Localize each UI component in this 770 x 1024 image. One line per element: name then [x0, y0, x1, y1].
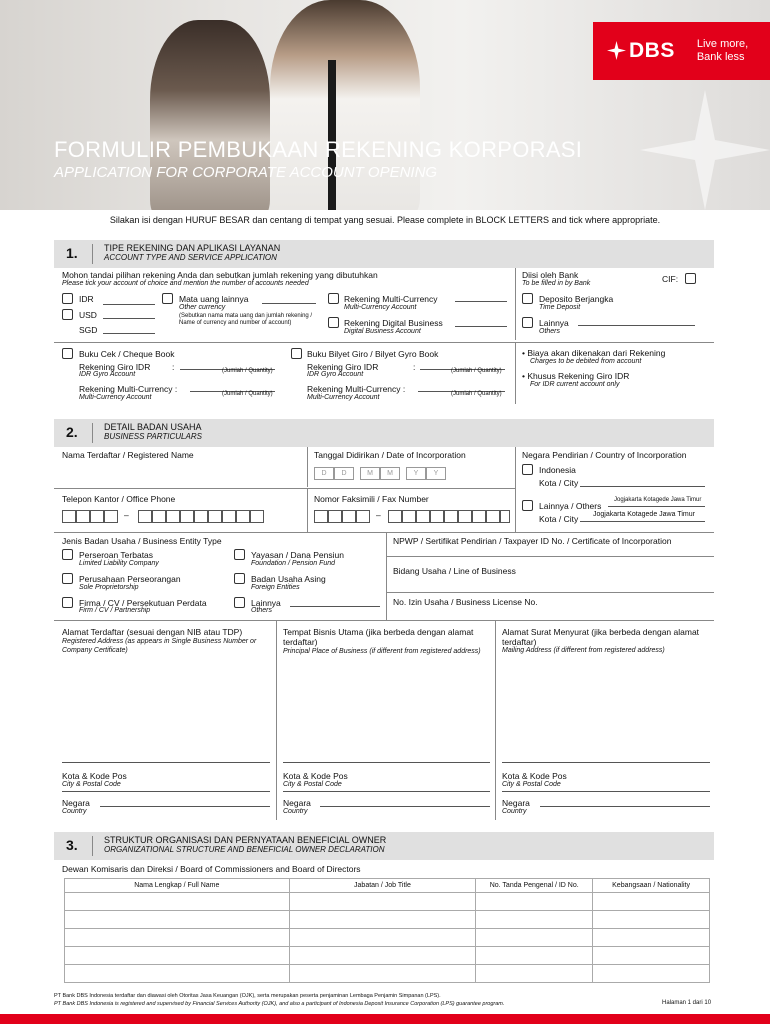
board-label: Dewan Komisaris dan Direksi / Board of Commissioners and Board of Directors: [62, 864, 361, 874]
dbs-logo: [593, 22, 770, 80]
bank-use-en: To be filled in by Bank: [522, 280, 591, 287]
instruction-text: Silakan isi dengan HURUF BESAR dan centang di tempat yang sesuai. Please complete in BLOCK LETTERS and tick where appropriate.: [109, 215, 661, 225]
others-country-input[interactable]: [608, 506, 705, 507]
date-box-day[interactable]: D: [314, 467, 334, 480]
others-checkbox[interactable]: [522, 317, 533, 328]
city-value[interactable]: Jogjakarta Kotagede Jawa Timur: [593, 511, 695, 518]
bilyet-giro-idr-en: IDR Gyro Account: [307, 371, 364, 378]
title-cell[interactable]: [289, 911, 476, 929]
page-number: Halaman 1 dari 10: [662, 1000, 712, 1006]
fax-box[interactable]: [458, 510, 472, 523]
fee-idr-note: • Khusus Rekening Giro IDR: [522, 371, 630, 381]
table-header-row: [65, 879, 710, 893]
brand-name: DBS: [629, 39, 675, 62]
title-cell[interactable]: [289, 893, 476, 911]
country-input[interactable]: [100, 806, 270, 807]
line-of-business-label: Bidang Usaha / Line of Business: [393, 566, 516, 576]
divider: [92, 836, 93, 856]
fax-box[interactable]: [314, 510, 328, 523]
cheque-giro-idr-en: IDR Gyro Account: [79, 371, 136, 378]
title-cell[interactable]: [289, 965, 476, 983]
section-number: 1.: [66, 245, 78, 261]
account-prompt: Mohon tandai pilihan rekening Anda dan sebutkan jumlah rekening yang dibutuhkan: [62, 270, 378, 280]
phone-box[interactable]: [152, 510, 166, 523]
others-entity-en: Others: [251, 607, 273, 614]
section-title-en: ACCOUNT TYPE AND SERVICE APPLICATION: [104, 253, 277, 262]
divider: [92, 423, 93, 443]
other-currency-checkbox[interactable]: [162, 293, 173, 304]
firm-label: Firma / CV / Persekutuan Perdata: [79, 598, 207, 608]
sole-checkbox[interactable]: [62, 573, 73, 584]
dbs-star-icon: [607, 41, 626, 60]
phone-box[interactable]: [104, 510, 118, 523]
qty-hint: (Jumlah / Quantity): [222, 391, 273, 397]
table-row: [65, 929, 710, 947]
qty-hint: (Jumlah / Quantity): [451, 368, 502, 374]
foreign-checkbox[interactable]: [234, 573, 245, 584]
cheque-book-checkbox[interactable]: [62, 348, 73, 359]
cheque-book-label: Buku Cek / Cheque Book: [79, 349, 175, 359]
fax-box[interactable]: [342, 510, 356, 523]
idr-qty-input[interactable]: [103, 304, 155, 305]
table-row: [65, 893, 710, 911]
date-box-year[interactable]: Y: [406, 467, 426, 480]
usd-qty-input[interactable]: [103, 318, 155, 319]
firm-en: Firm / CV / Partnership: [79, 607, 151, 614]
postal-en: City & Postal Code: [502, 781, 561, 788]
phone-box[interactable]: [180, 510, 194, 523]
others-entity-input[interactable]: [290, 606, 380, 607]
ltd-en: Limited Liability Company: [79, 560, 159, 567]
postal-label: Kota & Kode Pos: [62, 771, 127, 781]
other-currency-note: (Sebutkan nama mata uang dan jumlah rekening / Name of currency and number of account): [179, 313, 313, 326]
column-divider: [495, 620, 496, 820]
bank-use-label: Diisi oleh Bank: [522, 270, 579, 280]
fax-label: Nomor Faksimili / Fax Number: [314, 494, 429, 504]
name-cell[interactable]: [65, 947, 290, 965]
date-box-year[interactable]: Y: [426, 467, 446, 480]
bilyet-giro-idr-label: Rekening Giro IDR: [307, 362, 379, 372]
column-divider: [515, 268, 516, 340]
indonesia-label: Indonesia: [539, 465, 576, 475]
fee-idr-note-en: For IDR current account only: [530, 381, 620, 388]
name-cell[interactable]: [65, 911, 290, 929]
cheque-giro-mc-en: Multi-Currency Account: [79, 394, 152, 401]
table-row: [65, 911, 710, 929]
others-input[interactable]: [578, 325, 695, 326]
cif-label: CIF:: [662, 274, 679, 284]
registered-name-label: Nama Terdaftar / Registered Name: [62, 450, 194, 460]
cif-checkbox[interactable]: [685, 273, 696, 284]
incorporation-date-label: Tanggal Didirikan / Date of Incorporation: [314, 450, 466, 460]
country-en: Country: [62, 808, 87, 815]
postal-input[interactable]: [62, 791, 270, 792]
qty-hint: (Jumlah / Quantity): [222, 368, 273, 374]
fax-box[interactable]: [416, 510, 430, 523]
nationality-cell[interactable]: [593, 911, 710, 929]
city-input[interactable]: [580, 521, 705, 522]
time-deposit-en: Time Deposit: [539, 304, 581, 311]
bilyet-book-checkbox[interactable]: [291, 348, 302, 359]
fax-box[interactable]: [356, 510, 370, 523]
mailing-address-label: Alamat Surat Menyurat (jika berbeda dengan alamat terdaftar): [502, 627, 700, 647]
id-cell[interactable]: [476, 929, 593, 947]
colon: :: [172, 362, 175, 372]
cheque-giro-idr-label: Rekening Giro IDR: [79, 362, 151, 372]
office-phone-label: Telepon Kantor / Office Phone: [62, 494, 176, 504]
form-title: FORMULIR PEMBUKAAN REKENING KORPORASI: [54, 137, 583, 162]
principal-place-label: Tempat Bisnis Utama (jika berbeda dengan alamat terdaftar): [283, 627, 474, 647]
sole-en: Sole Proprietorship: [79, 584, 139, 591]
id-cell[interactable]: [476, 911, 593, 929]
idr-label: IDR: [79, 294, 94, 304]
divider: [92, 244, 93, 264]
foreign-en: Foreign Entities: [251, 584, 300, 591]
foreign-label: Badan Usaha Asing: [251, 574, 326, 584]
sgd-qty-input[interactable]: [103, 333, 155, 334]
bilyet-book-label: Buku Bilyet Giro / Bilyet Gyro Book: [307, 349, 439, 359]
others-entity-label: Lainnya: [251, 598, 281, 608]
phone-box[interactable]: [250, 510, 264, 523]
table-row: [65, 965, 710, 983]
star-watermark-icon: [640, 90, 770, 210]
nationality-cell[interactable]: [593, 893, 710, 911]
ltd-checkbox[interactable]: [62, 549, 73, 560]
fax-box[interactable]: [472, 510, 486, 523]
usd-label: USD: [79, 310, 97, 320]
date-box-month[interactable]: M: [380, 467, 400, 480]
principal-address-input[interactable]: [283, 762, 490, 763]
divider: [54, 342, 714, 343]
others-label: Lainnya: [539, 318, 569, 328]
column-divider: [386, 532, 387, 620]
others-country-label: Lainnya / Others: [539, 501, 602, 511]
column-divider: [515, 447, 516, 532]
section-2-header: [54, 419, 714, 447]
column-divider: [276, 620, 277, 820]
country-label: Negara: [62, 798, 90, 808]
date-box-day[interactable]: D: [334, 467, 354, 480]
column-divider: [307, 488, 308, 532]
phone-box[interactable]: [236, 510, 250, 523]
section-title-en: BUSINESS PARTICULARS: [104, 432, 202, 441]
col-id-no: No. Tanda Pengenal / ID No.: [476, 879, 593, 893]
id-cell[interactable]: [476, 965, 593, 983]
account-prompt-en: Please tick your account of choice and mention the number of accounts needed: [62, 280, 309, 287]
id-cell[interactable]: [476, 947, 593, 965]
brand-tagline: Live more, Bank less: [696, 38, 749, 63]
column-divider: [515, 342, 516, 404]
phone-box[interactable]: [222, 510, 236, 523]
divider: [386, 556, 714, 557]
board-table: [64, 878, 710, 983]
country-label: Negara Pendirian / Country of Incorporation: [522, 450, 687, 460]
indonesia-checkbox[interactable]: [522, 464, 533, 475]
fax-box[interactable]: [486, 510, 500, 523]
title-cell[interactable]: [289, 947, 476, 965]
time-deposit-label: Deposito Berjangka: [539, 294, 614, 304]
footer-disclaimer: PT Bank DBS Indonesia terdaftar dan diawasi oleh Otoritas Jasa Keuangan (OJK), serta merupakan peserta penjaminan Lembaga Penjamin Simpanan (LPS).: [54, 993, 441, 999]
colon: :: [413, 362, 416, 372]
others-country-value[interactable]: Jogjakarta Kotagede Jawa Timur: [614, 497, 702, 503]
postal-label: Kota & Kode Pos: [283, 771, 348, 781]
country-label: Negara: [283, 798, 311, 808]
others-country-checkbox[interactable]: [522, 500, 533, 511]
digital-business-label: Rekening Digital Business: [344, 318, 443, 328]
divider: [54, 620, 714, 621]
postal-en: City & Postal Code: [283, 781, 342, 788]
other-currency-en: Other currency: [179, 304, 226, 311]
sole-label: Perusahaan Perseorangan: [79, 574, 181, 584]
multi-currency-input[interactable]: [455, 301, 507, 302]
name-cell[interactable]: [65, 893, 290, 911]
postal-en: City & Postal Code: [62, 781, 121, 788]
section-title: DETAIL BADAN USAHA: [104, 422, 202, 432]
foundation-en: Foundation / Pension Fund: [251, 560, 336, 567]
divider: [54, 488, 515, 489]
city-label: Kota / City: [539, 478, 579, 488]
postal-input[interactable]: [283, 791, 490, 792]
qty-hint: (Jumlah / Quantity): [451, 391, 502, 397]
foundation-checkbox[interactable]: [234, 549, 245, 560]
fax-box[interactable]: [328, 510, 342, 523]
digital-business-checkbox[interactable]: [328, 317, 339, 328]
form-subtitle: APPLICATION FOR CORPORATE ACCOUNT OPENING: [54, 164, 438, 181]
phone-box[interactable]: [90, 510, 104, 523]
multi-currency-checkbox[interactable]: [328, 293, 339, 304]
ltd-label: Perseroan Terbatas: [79, 550, 154, 560]
multi-currency-en: Multi-Currency Account: [344, 304, 417, 311]
col-nationality: Kebangsaan / Nationality: [593, 879, 710, 893]
country-input[interactable]: [320, 806, 490, 807]
mailing-address-input[interactable]: [502, 762, 710, 763]
bilyet-giro-mc-label: Rekening Multi-Currency :: [307, 384, 406, 394]
city-label: Kota / City: [539, 514, 579, 524]
section-title: TIPE REKENING DAN APLIKASI LAYANAN: [104, 243, 281, 253]
other-currency-label: Mata uang lainnya: [179, 294, 249, 304]
time-deposit-checkbox[interactable]: [522, 293, 533, 304]
country-en: Country: [502, 808, 527, 815]
principal-place-en: Principal Place of Business (if different from registered address): [283, 648, 481, 655]
firm-checkbox[interactable]: [62, 597, 73, 608]
footer-disclaimer-en: PT Bank DBS Indonesia is registered and supervised by Financial Services Authority (OJK), and also a participant of Indonesia Deposit Insurance Corporation (LPS) guarantee program.: [54, 1001, 505, 1007]
registered-address-input[interactable]: [62, 762, 270, 763]
license-label: No. Izin Usaha / Business License No.: [393, 597, 538, 607]
others-en: Others: [539, 328, 561, 335]
others-entity-checkbox[interactable]: [234, 597, 245, 608]
registered-address-en: Registered Address (as appears in Single Business Number or Company Certificate): [62, 638, 257, 654]
dash: –: [124, 510, 129, 520]
phone-box[interactable]: [138, 510, 152, 523]
divider: [54, 532, 714, 533]
name-cell[interactable]: [65, 929, 290, 947]
section-1-header: [54, 240, 714, 268]
section-title: STRUKTUR ORGANISASI DAN PERNYATAAN BENEFICIAL OWNER: [104, 835, 387, 845]
phone-box[interactable]: [194, 510, 208, 523]
mailing-address-en: Mailing Address (if different from registered address): [502, 647, 665, 654]
cheque-giro-mc-label: Rekening Multi-Currency :: [79, 384, 178, 394]
dash: –: [376, 510, 381, 520]
usd-checkbox[interactable]: [62, 309, 73, 320]
fee-note-en: Charges to be debited from account: [530, 358, 642, 365]
date-box-month[interactable]: M: [360, 467, 380, 480]
fax-box[interactable]: [500, 510, 510, 523]
divider: [386, 592, 714, 593]
section-title-en: ORGANIZATIONAL STRUCTURE AND BENEFICIAL OWNER DECLARATION: [104, 845, 385, 854]
idr-checkbox[interactable]: [62, 293, 73, 304]
nationality-cell[interactable]: [593, 929, 710, 947]
sgd-label: SGD: [79, 325, 98, 335]
nationality-cell[interactable]: [593, 947, 710, 965]
foundation-label: Yayasan / Dana Pensiun: [251, 550, 344, 560]
col-job-title: Jabatan / Job Title: [289, 879, 476, 893]
registered-address-label: Alamat Terdaftar (sesuai dengan NIB atau TDP): [62, 627, 243, 637]
digital-business-en: Digital Business Account: [344, 328, 421, 335]
bottom-brand-bar: [0, 1014, 770, 1024]
name-cell[interactable]: [65, 965, 290, 983]
fax-box[interactable]: [402, 510, 416, 523]
column-divider: [307, 447, 308, 487]
postal-label: Kota & Kode Pos: [502, 771, 567, 781]
id-cell[interactable]: [476, 893, 593, 911]
col-full-name: Nama Lengkap / Full Name: [65, 879, 290, 893]
postal-input[interactable]: [502, 791, 710, 792]
phone-box[interactable]: [62, 510, 76, 523]
entity-type-label: Jenis Badan Usaha / Business Entity Type: [62, 536, 222, 546]
phone-box[interactable]: [166, 510, 180, 523]
multi-currency-label: Rekening Multi-Currency: [344, 294, 438, 304]
section-number: 2.: [66, 424, 78, 440]
country-label: Negara: [502, 798, 530, 808]
fax-box[interactable]: [444, 510, 458, 523]
country-input[interactable]: [540, 806, 710, 807]
fax-box[interactable]: [430, 510, 444, 523]
npwp-label: NPWP / Sertifikat Pendirian / Taxpayer ID No. / Certificate of Incorporation: [393, 536, 672, 546]
bilyet-giro-mc-en: Multi-Currency Account: [307, 394, 380, 401]
section-3-header: [54, 832, 714, 860]
table-row: [65, 947, 710, 965]
nationality-cell[interactable]: [593, 965, 710, 983]
other-currency-input[interactable]: [262, 303, 316, 304]
digital-business-input[interactable]: [455, 326, 507, 327]
fax-box[interactable]: [388, 510, 402, 523]
title-cell[interactable]: [289, 929, 476, 947]
tie-shape: [328, 60, 336, 210]
phone-box[interactable]: [76, 510, 90, 523]
section-number: 3.: [66, 837, 78, 853]
phone-box[interactable]: [208, 510, 222, 523]
country-en: Country: [283, 808, 308, 815]
woman-photo: [150, 20, 270, 210]
city-input[interactable]: [580, 486, 705, 487]
fee-note: • Biaya akan dikenakan dari Rekening: [522, 348, 666, 358]
